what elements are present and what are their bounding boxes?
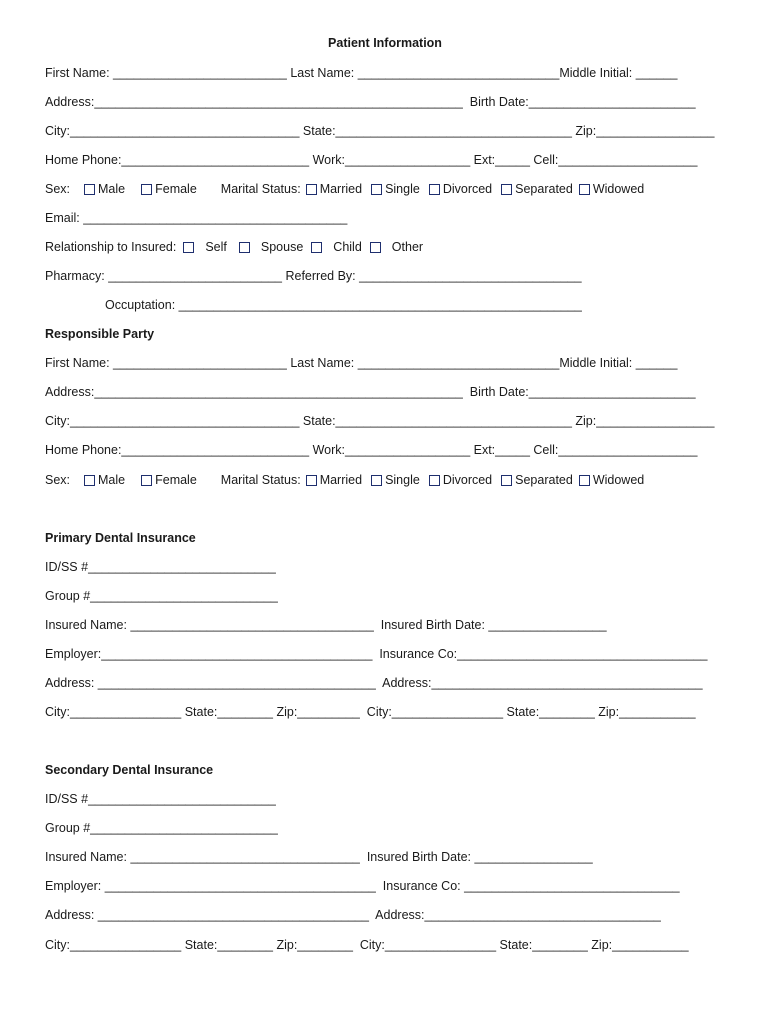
patient-sex-marital-row [45, 181, 644, 197]
primary-insured-row[interactable]: Insured Name: ___________________________________ Insured Birth Date: _________________ [45, 618, 607, 632]
pharmacy-row[interactable]: Pharmacy: _________________________ Referred By: ________________________________ [45, 269, 582, 283]
primary-city-row[interactable]: City:________________ State:________ Zip:_________ City:________________ State:________ Zip:___________ [45, 705, 696, 719]
responsible-phone-row[interactable]: Home Phone:___________________________ Work:__________________ Ext:_____ Cell:____________________ [45, 443, 698, 457]
female-checkbox[interactable] [141, 184, 152, 195]
patient-phone-row[interactable]: Home Phone:___________________________ Work:__________________ Ext:_____ Cell:____________________ [45, 153, 698, 167]
single-label: Single [385, 182, 420, 196]
child-label: Child [333, 240, 362, 254]
patient-address-row[interactable]: Address:_____________________________________________________ Birth Date:________________________ [45, 95, 696, 109]
secondary-address-row[interactable]: Address: _______________________________________ Address:__________________________________ [45, 908, 661, 922]
female-checkbox[interactable] [141, 475, 152, 486]
primary-group-row[interactable]: Group #___________________________ [45, 589, 278, 603]
married-checkbox[interactable] [306, 475, 317, 486]
patient-city-row[interactable]: City:_________________________________ State:__________________________________ Zip:_________________ [45, 124, 715, 138]
self-checkbox[interactable] [183, 242, 194, 253]
patient-email-row[interactable]: Email: ______________________________________ [45, 211, 348, 225]
secondary-insurance-heading: Secondary Dental Insurance [45, 763, 214, 777]
relationship-label: Relationship to Insured: [45, 240, 177, 254]
occupation-row[interactable]: Occuptation: __________________________________________________________ [105, 298, 582, 312]
widowed-label: Widowed [592, 473, 645, 487]
primary-address-row[interactable]: Address: ________________________________________ Address:_______________________________________ [45, 676, 703, 690]
divorced-label: Divorced [442, 473, 493, 487]
single-label: Single [385, 473, 420, 487]
secondary-id-row[interactable]: ID/SS #___________________________ [45, 792, 276, 806]
married-label: Married [319, 473, 363, 487]
form-title: Patient Information [328, 36, 442, 50]
primary-insurance-heading: Primary Dental Insurance [45, 531, 196, 545]
separated-checkbox[interactable] [501, 184, 512, 195]
male-checkbox[interactable] [84, 475, 95, 486]
sex-label: Sex: [45, 182, 71, 196]
responsible-city-row[interactable]: City:_________________________________ State:__________________________________ Zip:_________________ [45, 414, 715, 428]
patient-name-row[interactable]: First Name: _________________________ Last Name: _____________________________Middle Initial: ______ [45, 66, 678, 80]
primary-employer-row[interactable]: Employer:_______________________________________ Insurance Co:____________________________________ [45, 647, 708, 661]
responsible-address-row[interactable]: Address:_____________________________________________________ Birth Date:________________________ [45, 385, 696, 399]
self-label: Self [205, 240, 227, 254]
female-label: Female [155, 473, 197, 487]
widowed-checkbox[interactable] [579, 184, 590, 195]
divorced-label: Divorced [442, 182, 493, 196]
responsible-name-row[interactable]: First Name: _________________________ Last Name: _____________________________Middle Initial: ______ [45, 356, 678, 370]
male-checkbox[interactable] [84, 184, 95, 195]
spouse-checkbox[interactable] [239, 242, 250, 253]
married-label: Married [319, 182, 363, 196]
single-checkbox[interactable] [371, 184, 382, 195]
responsible-sex-marital-row [45, 472, 644, 488]
secondary-city-row[interactable]: City:________________ State:________ Zip:________ City:________________ State:________ Zip:___________ [45, 938, 689, 952]
separated-checkbox[interactable] [501, 475, 512, 486]
other-checkbox[interactable] [370, 242, 381, 253]
marital-status-label: Marital Status: [220, 182, 301, 196]
sex-label: Sex: [45, 473, 71, 487]
responsible-party-heading: Responsible Party [45, 327, 155, 341]
spouse-label: Spouse [260, 240, 304, 254]
separated-label: Separated [515, 182, 573, 196]
relationship-row [45, 239, 423, 255]
secondary-insured-row[interactable]: Insured Name: _________________________________ Insured Birth Date: _________________ [45, 850, 593, 864]
male-label: Male [98, 182, 126, 196]
single-checkbox[interactable] [371, 475, 382, 486]
female-label: Female [155, 182, 197, 196]
male-label: Male [98, 473, 126, 487]
widowed-label: Widowed [592, 182, 645, 196]
divorced-checkbox[interactable] [429, 475, 440, 486]
other-label: Other [391, 240, 424, 254]
marital-status-label: Marital Status: [220, 473, 301, 487]
widowed-checkbox[interactable] [579, 475, 590, 486]
secondary-group-row[interactable]: Group #___________________________ [45, 821, 278, 835]
child-checkbox[interactable] [311, 242, 322, 253]
primary-id-row[interactable]: ID/SS #___________________________ [45, 560, 276, 574]
secondary-employer-row[interactable]: Employer: _______________________________________ Insurance Co: _______________________________ [45, 879, 680, 893]
divorced-checkbox[interactable] [429, 184, 440, 195]
separated-label: Separated [515, 473, 573, 487]
married-checkbox[interactable] [306, 184, 317, 195]
